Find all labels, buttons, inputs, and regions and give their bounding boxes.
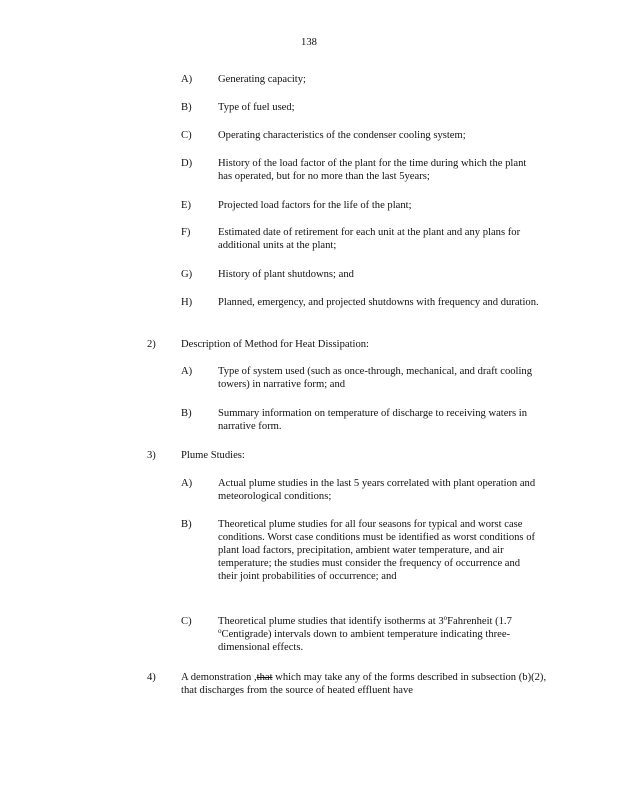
item-text: Actual plume studies in the last 5 years correlated with plant operation and meteorological conditions; (218, 478, 536, 502)
struck-text: that (256, 672, 273, 683)
item-text: Theoretical plume studies that identify isotherms at 3$^o$Fahrenheit (1.7 $^o$Centigrade) intervals down to ambient temperature indicating three-dimensional effects. (218, 614, 512, 653)
item-text: Operating characteristics of the condenser cooling system; (218, 130, 466, 141)
item-label: E) (181, 200, 191, 211)
item-text: Summary information on temperature of discharge to receiving waters in narrative form. (218, 408, 527, 432)
item-label: H) (181, 297, 193, 308)
section-heading: Plume Studies: (181, 450, 245, 461)
item-label: A) (181, 478, 193, 489)
item-text: History of the load factor of the plant for the time during which the plant has operated, but for no more than the last 5years; (218, 158, 527, 182)
item-text: Planned, emergency, and projected shutdowns with frequency and duration. (218, 297, 539, 308)
item-label: D) (181, 158, 193, 169)
item-text: Estimated date of retirement for each unit at the plant and any plans for additional units at the plant; (218, 227, 521, 251)
item-label: B) (181, 519, 192, 530)
item-text: Type of system used (such as once-through, mechanical, and draft cooling towers) in narrative form; and (218, 366, 533, 390)
item-text: Type of fuel used; (218, 102, 295, 113)
item-label: C) (181, 130, 192, 141)
page-number: 138 (301, 37, 317, 48)
section-label: 3) (147, 450, 156, 461)
section-text: A demonstration ,that which may take any of the forms described in subsection (b)(2), that discharges from the source of heated effluent have (181, 672, 547, 696)
degree-symbol: o (218, 627, 222, 635)
item-label: B) (181, 102, 192, 113)
item-label: B) (181, 408, 192, 419)
item-label: A) (181, 366, 193, 377)
item-text: History of plant shutdowns; and (218, 269, 354, 280)
section-label: 2) (147, 339, 156, 350)
item-label: G) (181, 269, 193, 280)
item-text: Generating capacity; (218, 74, 306, 85)
item-text: Theoretical plume studies for all four seasons for typical and worst case conditions. Worst case conditions must be identified as worst conditions of plant load factors, precipitation, ambient water temperature, and air temperature; the studies must consider the frequency of occurrence and their joint probabilities of occurrence; and (218, 519, 536, 582)
degree-symbol: o (443, 614, 448, 622)
section-heading: Description of Method for Heat Dissipation: (181, 339, 370, 350)
item-text: Projected load factors for the life of the plant; (218, 200, 412, 211)
section-label: 4) (147, 672, 156, 683)
item-label: A) (181, 74, 193, 85)
item-label: F) (181, 227, 191, 238)
item-label: C) (181, 616, 192, 627)
